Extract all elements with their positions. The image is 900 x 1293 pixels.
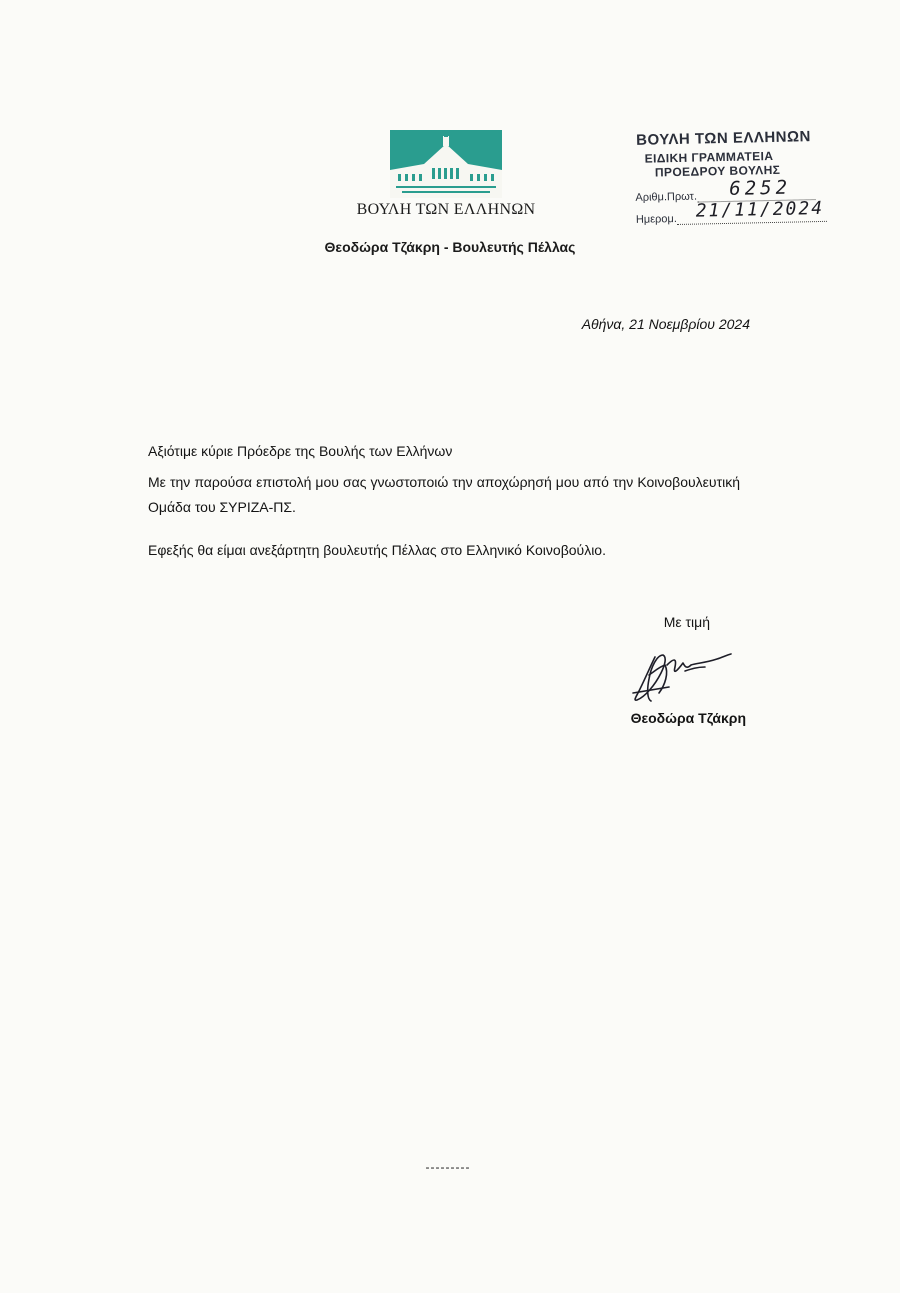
parliament-name: ΒΟΥΛΗ ΤΩΝ ΕΛΛΗΝΩΝ (356, 201, 536, 218)
protocol-number: 6252 (729, 176, 792, 200)
paragraph-independent: Εφεξής θα είμαι ανεξάρτητη βουλευτής Πέλλας στο Ελληνικό Κοινοβούλιο. (148, 542, 606, 558)
signature-icon (625, 645, 740, 707)
stamp-office: ΠΡΟΕΔΡΟΥ ΒΟΥΛΗΣ (654, 162, 781, 180)
salutation: Αξιότιμε κύριε Πρόεδρε της Βουλής των Ελλήνων (148, 443, 453, 459)
stamp-title: ΒΟΥΛΗ ΤΩΝ ΕΛΛΗΝΩΝ (636, 128, 812, 149)
sender-title: Θεοδώρα Τζάκρη - Βουλευτής Πέλλας (324, 239, 576, 255)
parliament-logo-icon (390, 130, 502, 198)
protocol-label: Αριθμ.Πρωτ. (635, 190, 698, 204)
date-label: Ημερομ. (635, 212, 677, 226)
closing: Με τιμή (663, 614, 710, 630)
protocol-date: 21/11/2024 (695, 197, 825, 222)
stamp-department: ΕΙΔΙΚΗ ΓΡΑΜΜΑΤΕΙΑ (644, 148, 774, 166)
letter-date: Αθήνα, 21 Νοεμβρίου 2024 (581, 316, 750, 332)
paragraph-resignation: Με την παρούσα επιστολή μου σας γνωστοποιώ την αποχώρησή μου από την Κοινοβουλευτική Ομάδα του ΣΥΡΙΖΑ-ΠΣ. (148, 474, 740, 515)
signer-name: Θεοδώρα Τζάκρη (630, 710, 746, 726)
footer-separator: --------- (425, 1160, 471, 1174)
protocol-stamp (628, 125, 860, 230)
